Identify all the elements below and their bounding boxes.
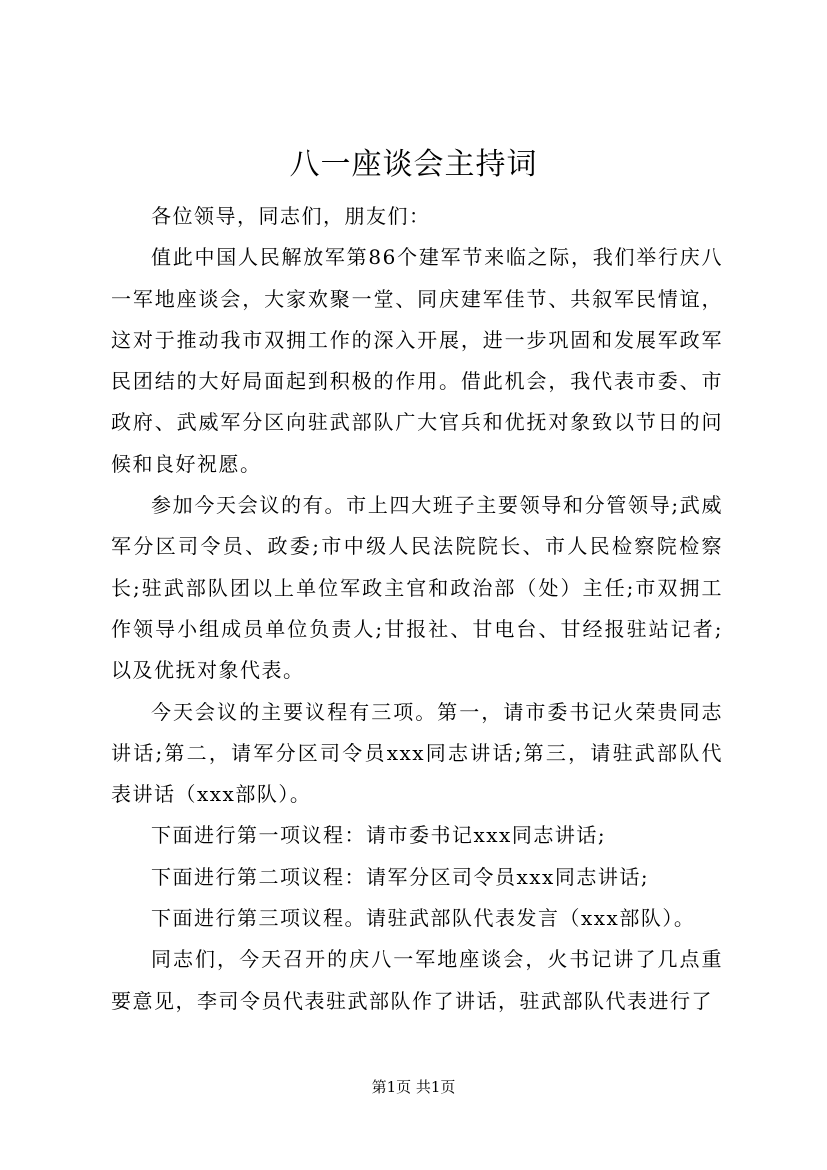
document-title: 八一座谈会主持词 bbox=[289, 147, 538, 182]
paragraph-agenda: 今天会议的主要议程有三项。第一，请市委书记火荣贵同志讲话;第二，请军分区司令员xxx同志讲话;第三，请驻武部队代表讲话（xxx部队）。 bbox=[111, 699, 723, 807]
paragraph-closing: 同志们，今天召开的庆八一军地座谈会，火书记讲了几点重要意见，李司令员代表驻武部队作了讲话，驻武部队代表进行了 bbox=[111, 947, 723, 1013]
paragraph-agenda-item-3: 下面进行第三项议程。请驻武部队代表发言（xxx部队）。 bbox=[151, 906, 696, 931]
paragraph-agenda-item-2: 下面进行第二项议程：请军分区司令员xxx同志讲话; bbox=[151, 864, 650, 889]
page-number-footer: 第1页 共1页 bbox=[371, 1078, 456, 1096]
document-body bbox=[111, 196, 723, 1022]
paragraph-opening: 值此中国人民解放军第86个建军节来临之际，我们举行庆八一军地座谈会，大家欢聚一堂、同庆建军佳节、共叙军民情谊，这对于推动我市双拥工作的深入开展，进一步巩固和发展军政军民团结的大好局面起到积极的作用。借此机会，我代表市委、市政府、武威军分区向驻武部队广大官兵和优抚对象致以节日的问候和良好祝愿。 bbox=[111, 245, 723, 476]
paragraph-greeting: 各位领导，同志们，朋友们： bbox=[151, 204, 431, 228]
paragraph-attendees: 参加今天会议的有。市上四大班子主要领导和分管领导;武威军分区司令员、政委;市中级人民法院院长、市人民检察院检察长;驻武部队团以上单位军政主官和政治部（处）主任;市双拥工作领导小组成员单位负责人;甘报社、甘电台、甘经报驻站记者;以及优抚对象代表。 bbox=[111, 493, 723, 683]
paragraph-agenda-item-1: 下面进行第一项议程：请市委书记xxx同志讲话; bbox=[151, 823, 607, 848]
